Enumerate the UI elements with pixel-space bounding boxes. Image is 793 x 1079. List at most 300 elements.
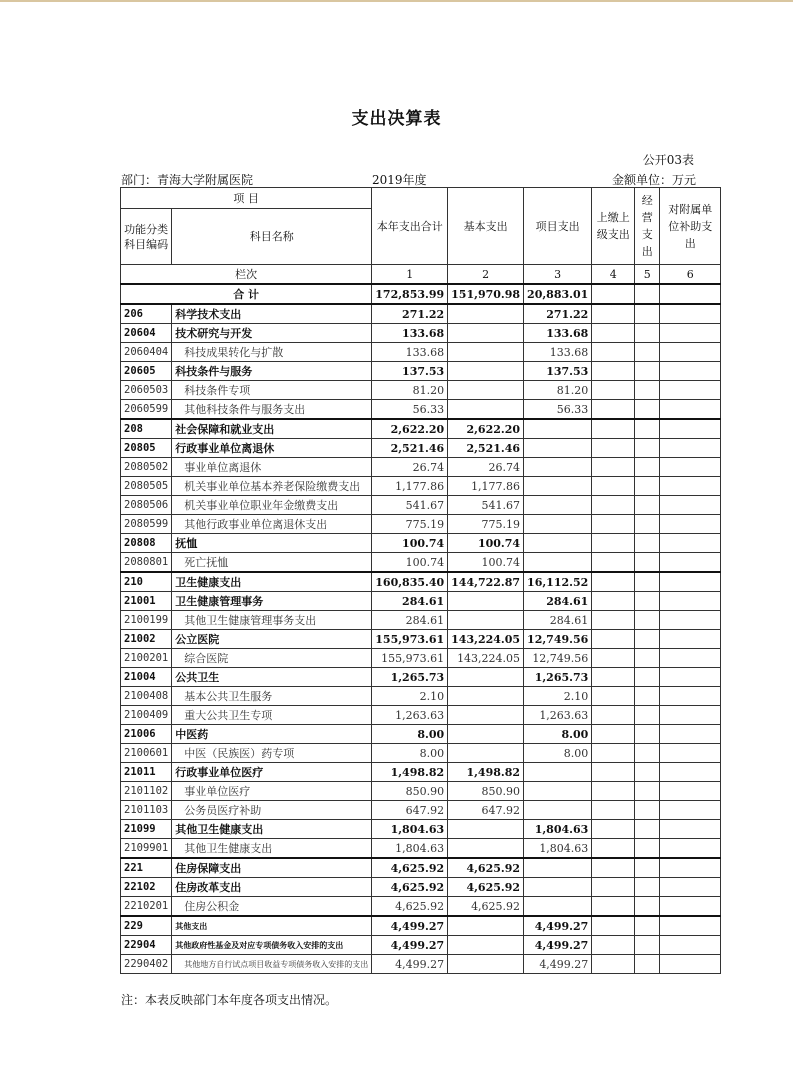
project-cell: 1,804.63 <box>524 839 592 859</box>
subject-name-cell: 卫生健康支出 <box>172 572 372 592</box>
business-cell <box>635 897 660 917</box>
table-row <box>121 458 721 477</box>
subsidiary-cell <box>660 782 721 801</box>
table-row <box>121 878 721 897</box>
basic-cell <box>448 343 524 362</box>
total-project: 20,883.01 <box>524 284 592 304</box>
upper-cell <box>592 515 635 534</box>
business-cell <box>635 439 660 458</box>
basic-cell: 144,722.87 <box>448 572 524 592</box>
business-cell <box>635 304 660 324</box>
total-cell: 100.74 <box>372 534 448 553</box>
table-row <box>121 304 721 324</box>
business-cell <box>635 936 660 955</box>
business-cell <box>635 839 660 859</box>
total-cell: 2.10 <box>372 687 448 706</box>
business-cell <box>635 572 660 592</box>
subject-name-cell: 中医药 <box>172 725 372 744</box>
table-row <box>121 782 721 801</box>
footnote: 注：本表反映部门本年度各项支出情况。 <box>121 993 338 1007</box>
table-row <box>121 362 721 381</box>
project-cell <box>524 553 592 573</box>
basic-cell <box>448 955 524 974</box>
total-cell: 1,177.86 <box>372 477 448 496</box>
subject-name-cell: 住房保障支出 <box>172 858 372 878</box>
upper-cell <box>592 649 635 668</box>
subsidiary-cell <box>660 744 721 763</box>
basic-cell <box>448 381 524 400</box>
total-cell: 1,265.73 <box>372 668 448 687</box>
code-cell: 20808 <box>121 534 172 553</box>
basic-cell <box>448 687 524 706</box>
header-project: 项目支出 <box>524 188 592 265</box>
total-cell: 271.22 <box>372 304 448 324</box>
project-cell <box>524 458 592 477</box>
total-cell: 100.74 <box>372 553 448 573</box>
subsidiary-cell <box>660 304 721 324</box>
total-upper <box>592 284 635 304</box>
code-cell: 2290402 <box>121 955 172 974</box>
code-cell: 21099 <box>121 820 172 839</box>
basic-cell: 143,224.05 <box>448 649 524 668</box>
basic-cell: 2,622.20 <box>448 419 524 439</box>
subject-name-cell: 抚恤 <box>172 534 372 553</box>
total-cell: 81.20 <box>372 381 448 400</box>
amount-unit: 金额单位：万元 <box>611 173 696 187</box>
col-num: 4 <box>592 265 635 285</box>
project-cell <box>524 515 592 534</box>
table-row <box>121 801 721 820</box>
project-cell <box>524 496 592 515</box>
subsidiary-cell <box>660 458 721 477</box>
subject-name-cell: 其他卫生健康管理事务支出 <box>172 611 372 630</box>
total-cell: 4,499.27 <box>372 936 448 955</box>
subject-name-cell: 科学技术支出 <box>172 304 372 324</box>
code-cell: 2100199 <box>121 611 172 630</box>
header-item: 项 目 <box>121 188 372 209</box>
subject-name-cell: 技术研究与开发 <box>172 324 372 343</box>
table-row <box>121 534 721 553</box>
subsidiary-cell <box>660 515 721 534</box>
total-cell: 4,499.27 <box>372 955 448 974</box>
subsidiary-cell <box>660 553 721 573</box>
total-cell: 541.67 <box>372 496 448 515</box>
total-cell: 56.33 <box>372 400 448 420</box>
business-cell <box>635 820 660 839</box>
business-cell <box>635 381 660 400</box>
business-cell <box>635 362 660 381</box>
header-total: 本年支出合计 <box>372 188 448 265</box>
business-cell <box>635 496 660 515</box>
basic-cell <box>448 839 524 859</box>
subject-name-cell: 行政事业单位医疗 <box>172 763 372 782</box>
code-cell: 21011 <box>121 763 172 782</box>
subject-name-cell: 其他地方自行试点项目收益专项债务收入安排的支出 <box>172 955 372 974</box>
total-cell: 1,804.63 <box>372 839 448 859</box>
header-subsidiary: 对附属单位补助支出 <box>660 188 721 265</box>
project-cell: 16,112.52 <box>524 572 592 592</box>
basic-cell <box>448 400 524 420</box>
total-cell: 4,625.92 <box>372 858 448 878</box>
upper-cell <box>592 936 635 955</box>
subsidiary-cell <box>660 839 721 859</box>
subsidiary-cell <box>660 763 721 782</box>
total-cell: 4,625.92 <box>372 897 448 917</box>
subject-name-cell: 其他行政事业单位离退休支出 <box>172 515 372 534</box>
basic-cell <box>448 592 524 611</box>
subject-name-cell: 卫生健康管理事务 <box>172 592 372 611</box>
upper-cell <box>592 611 635 630</box>
table-row <box>121 839 721 859</box>
subject-name-cell: 社会保障和就业支出 <box>172 419 372 439</box>
header-upper: 上缴上级支出 <box>592 188 635 265</box>
code-cell: 206 <box>121 304 172 324</box>
subject-name-cell: 事业单位离退休 <box>172 458 372 477</box>
table-row <box>121 897 721 917</box>
expenditure-table <box>120 187 721 974</box>
code-cell: 2080599 <box>121 515 172 534</box>
subject-name-cell: 科技成果转化与扩散 <box>172 343 372 362</box>
business-cell <box>635 649 660 668</box>
upper-cell <box>592 955 635 974</box>
project-cell <box>524 534 592 553</box>
business-cell <box>635 343 660 362</box>
subsidiary-cell <box>660 725 721 744</box>
page-title: 支出决算表 <box>351 109 442 129</box>
upper-cell <box>592 630 635 649</box>
total-cell: 284.61 <box>372 611 448 630</box>
subject-name-cell: 其他支出 <box>172 916 372 936</box>
subsidiary-cell <box>660 858 721 878</box>
basic-cell: 2,521.46 <box>448 439 524 458</box>
table-row <box>121 630 721 649</box>
upper-cell <box>592 839 635 859</box>
project-cell: 1,265.73 <box>524 668 592 687</box>
total-cell: 775.19 <box>372 515 448 534</box>
subsidiary-cell <box>660 572 721 592</box>
total-cell: 133.68 <box>372 324 448 343</box>
code-cell: 20805 <box>121 439 172 458</box>
code-cell: 2080502 <box>121 458 172 477</box>
subject-name-cell: 中医（民族医）药专项 <box>172 744 372 763</box>
code-cell: 2101103 <box>121 801 172 820</box>
business-cell <box>635 477 660 496</box>
subsidiary-cell <box>660 592 721 611</box>
business-cell <box>635 858 660 878</box>
business-cell <box>635 916 660 936</box>
code-cell: 22904 <box>121 936 172 955</box>
subsidiary-cell <box>660 955 721 974</box>
table-row <box>121 725 721 744</box>
business-cell <box>635 515 660 534</box>
code-cell: 20604 <box>121 324 172 343</box>
subject-name-cell: 公立医院 <box>172 630 372 649</box>
code-cell: 2080506 <box>121 496 172 515</box>
upper-cell <box>592 534 635 553</box>
basic-cell: 100.74 <box>448 553 524 573</box>
code-cell: 2080505 <box>121 477 172 496</box>
subject-name-cell: 其他科技条件与服务支出 <box>172 400 372 420</box>
basic-cell: 775.19 <box>448 515 524 534</box>
header-column-label: 栏次 <box>121 265 372 285</box>
total-cell: 1,263.63 <box>372 706 448 725</box>
project-cell: 4,499.27 <box>524 936 592 955</box>
table-row <box>121 515 721 534</box>
col-num: 1 <box>372 265 448 285</box>
upper-cell <box>592 763 635 782</box>
top-border-line <box>0 0 793 2</box>
total-cell: 8.00 <box>372 725 448 744</box>
basic-cell <box>448 324 524 343</box>
total-subsidiary <box>660 284 721 304</box>
total-cell: 284.61 <box>372 592 448 611</box>
subsidiary-cell <box>660 611 721 630</box>
upper-cell <box>592 858 635 878</box>
table-row <box>121 439 721 458</box>
basic-cell <box>448 304 524 324</box>
total-cell: 8.00 <box>372 744 448 763</box>
basic-cell: 647.92 <box>448 801 524 820</box>
table-row <box>121 381 721 400</box>
total-cell: 26.74 <box>372 458 448 477</box>
subject-name-cell: 住房公积金 <box>172 897 372 917</box>
subsidiary-cell <box>660 897 721 917</box>
code-cell: 2060503 <box>121 381 172 400</box>
department-label: 部门：青海大学附属医院 <box>121 173 254 187</box>
business-cell <box>635 534 660 553</box>
total-cell: 155,973.61 <box>372 649 448 668</box>
upper-cell <box>592 706 635 725</box>
total-cell: 647.92 <box>372 801 448 820</box>
project-cell: 81.20 <box>524 381 592 400</box>
code-cell: 2080801 <box>121 553 172 573</box>
project-cell <box>524 419 592 439</box>
total-cell: 155,973.61 <box>372 630 448 649</box>
business-cell <box>635 878 660 897</box>
total-cell: 160,835.40 <box>372 572 448 592</box>
basic-cell <box>448 362 524 381</box>
total-cell: 137.53 <box>372 362 448 381</box>
code-cell: 2101102 <box>121 782 172 801</box>
upper-cell <box>592 362 635 381</box>
subject-name-cell: 死亡抚恤 <box>172 553 372 573</box>
subsidiary-cell <box>660 381 721 400</box>
subject-name-cell: 其他卫生健康支出 <box>172 839 372 859</box>
subject-name-cell: 行政事业单位离退休 <box>172 439 372 458</box>
basic-cell: 1,498.82 <box>448 763 524 782</box>
upper-cell <box>592 343 635 362</box>
business-cell <box>635 801 660 820</box>
table-row <box>121 324 721 343</box>
header-func-code: 功能分类科目编码 <box>121 209 172 265</box>
project-cell: 133.68 <box>524 343 592 362</box>
subsidiary-cell <box>660 439 721 458</box>
code-cell: 208 <box>121 419 172 439</box>
business-cell <box>635 400 660 420</box>
code-cell: 2100409 <box>121 706 172 725</box>
subsidiary-cell <box>660 324 721 343</box>
upper-cell <box>592 553 635 573</box>
upper-cell <box>592 304 635 324</box>
upper-cell <box>592 878 635 897</box>
subject-name-cell: 公务员医疗补助 <box>172 801 372 820</box>
subsidiary-cell <box>660 687 721 706</box>
subsidiary-cell <box>660 706 721 725</box>
upper-cell <box>592 477 635 496</box>
code-cell: 2060599 <box>121 400 172 420</box>
subject-name-cell: 住房改革支出 <box>172 878 372 897</box>
table-row <box>121 611 721 630</box>
basic-cell <box>448 725 524 744</box>
subject-name-cell: 科技条件专项 <box>172 381 372 400</box>
project-cell: 56.33 <box>524 400 592 420</box>
subject-name-cell: 机关事业单位职业年金缴费支出 <box>172 496 372 515</box>
code-cell: 2210201 <box>121 897 172 917</box>
subject-name-cell: 事业单位医疗 <box>172 782 372 801</box>
project-cell: 12,749.56 <box>524 630 592 649</box>
header-business: 经营支出 <box>635 188 660 265</box>
subject-name-cell: 基本公共卫生服务 <box>172 687 372 706</box>
total-cell: 2,622.20 <box>372 419 448 439</box>
basic-cell <box>448 820 524 839</box>
header-subject-name: 科目名称 <box>172 209 372 265</box>
upper-cell <box>592 400 635 420</box>
code-cell: 21006 <box>121 725 172 744</box>
project-cell <box>524 858 592 878</box>
business-cell <box>635 955 660 974</box>
total-label: 合 计 <box>121 284 372 304</box>
form-number: 公开03表 <box>642 153 694 167</box>
code-cell: 21004 <box>121 668 172 687</box>
total-amount: 172,853.99 <box>372 284 448 304</box>
col-num: 3 <box>524 265 592 285</box>
table-row <box>121 572 721 592</box>
subsidiary-cell <box>660 362 721 381</box>
basic-cell <box>448 936 524 955</box>
total-cell: 133.68 <box>372 343 448 362</box>
project-cell: 133.68 <box>524 324 592 343</box>
business-cell <box>635 687 660 706</box>
upper-cell <box>592 496 635 515</box>
table-row <box>121 763 721 782</box>
project-cell <box>524 878 592 897</box>
total-business <box>635 284 660 304</box>
project-cell: 4,499.27 <box>524 916 592 936</box>
subsidiary-cell <box>660 916 721 936</box>
table-row <box>121 687 721 706</box>
upper-cell <box>592 801 635 820</box>
subsidiary-cell <box>660 496 721 515</box>
code-cell: 210 <box>121 572 172 592</box>
subsidiary-cell <box>660 534 721 553</box>
project-cell: 1,804.63 <box>524 820 592 839</box>
code-cell: 21002 <box>121 630 172 649</box>
business-cell <box>635 611 660 630</box>
business-cell <box>635 744 660 763</box>
upper-cell <box>592 572 635 592</box>
project-cell: 4,499.27 <box>524 955 592 974</box>
subject-name-cell: 重大公共卫生专项 <box>172 706 372 725</box>
subsidiary-cell <box>660 343 721 362</box>
business-cell <box>635 458 660 477</box>
business-cell <box>635 782 660 801</box>
table-row <box>121 916 721 936</box>
subsidiary-cell <box>660 668 721 687</box>
basic-cell: 4,625.92 <box>448 878 524 897</box>
upper-cell <box>592 592 635 611</box>
total-cell: 1,804.63 <box>372 820 448 839</box>
project-cell: 137.53 <box>524 362 592 381</box>
upper-cell <box>592 458 635 477</box>
basic-cell: 4,625.92 <box>448 858 524 878</box>
subject-name-cell: 公共卫生 <box>172 668 372 687</box>
code-cell: 21001 <box>121 592 172 611</box>
total-basic: 151,970.98 <box>448 284 524 304</box>
col-num: 6 <box>660 265 721 285</box>
table-row <box>121 744 721 763</box>
upper-cell <box>592 725 635 744</box>
upper-cell <box>592 744 635 763</box>
basic-cell <box>448 611 524 630</box>
subsidiary-cell <box>660 649 721 668</box>
subsidiary-cell <box>660 477 721 496</box>
upper-cell <box>592 324 635 343</box>
table-row <box>121 668 721 687</box>
subject-name-cell: 其他卫生健康支出 <box>172 820 372 839</box>
project-cell: 284.61 <box>524 592 592 611</box>
subsidiary-cell <box>660 801 721 820</box>
code-cell: 2109901 <box>121 839 172 859</box>
subject-name-cell: 科技条件与服务 <box>172 362 372 381</box>
table-row <box>121 936 721 955</box>
code-cell: 20605 <box>121 362 172 381</box>
project-cell: 8.00 <box>524 725 592 744</box>
col-num: 5 <box>635 265 660 285</box>
table-row <box>121 955 721 974</box>
subsidiary-cell <box>660 936 721 955</box>
table-row <box>121 858 721 878</box>
basic-cell: 1,177.86 <box>448 477 524 496</box>
project-cell: 8.00 <box>524 744 592 763</box>
business-cell <box>635 706 660 725</box>
basic-cell: 850.90 <box>448 782 524 801</box>
upper-cell <box>592 439 635 458</box>
table-row <box>121 553 721 573</box>
subsidiary-cell <box>660 400 721 420</box>
upper-cell <box>592 782 635 801</box>
business-cell <box>635 725 660 744</box>
subsidiary-cell <box>660 419 721 439</box>
subject-name-cell: 综合医院 <box>172 649 372 668</box>
subsidiary-cell <box>660 630 721 649</box>
table-row <box>121 706 721 725</box>
project-cell <box>524 801 592 820</box>
business-cell <box>635 630 660 649</box>
code-cell: 2060404 <box>121 343 172 362</box>
fiscal-year: 2019年度 <box>372 173 427 187</box>
project-cell: 284.61 <box>524 611 592 630</box>
upper-cell <box>592 820 635 839</box>
basic-cell: 100.74 <box>448 534 524 553</box>
col-num: 2 <box>448 265 524 285</box>
code-cell: 221 <box>121 858 172 878</box>
basic-cell <box>448 916 524 936</box>
project-cell <box>524 763 592 782</box>
business-cell <box>635 763 660 782</box>
total-cell: 850.90 <box>372 782 448 801</box>
business-cell <box>635 419 660 439</box>
subject-name-cell: 机关事业单位基本养老保险缴费支出 <box>172 477 372 496</box>
